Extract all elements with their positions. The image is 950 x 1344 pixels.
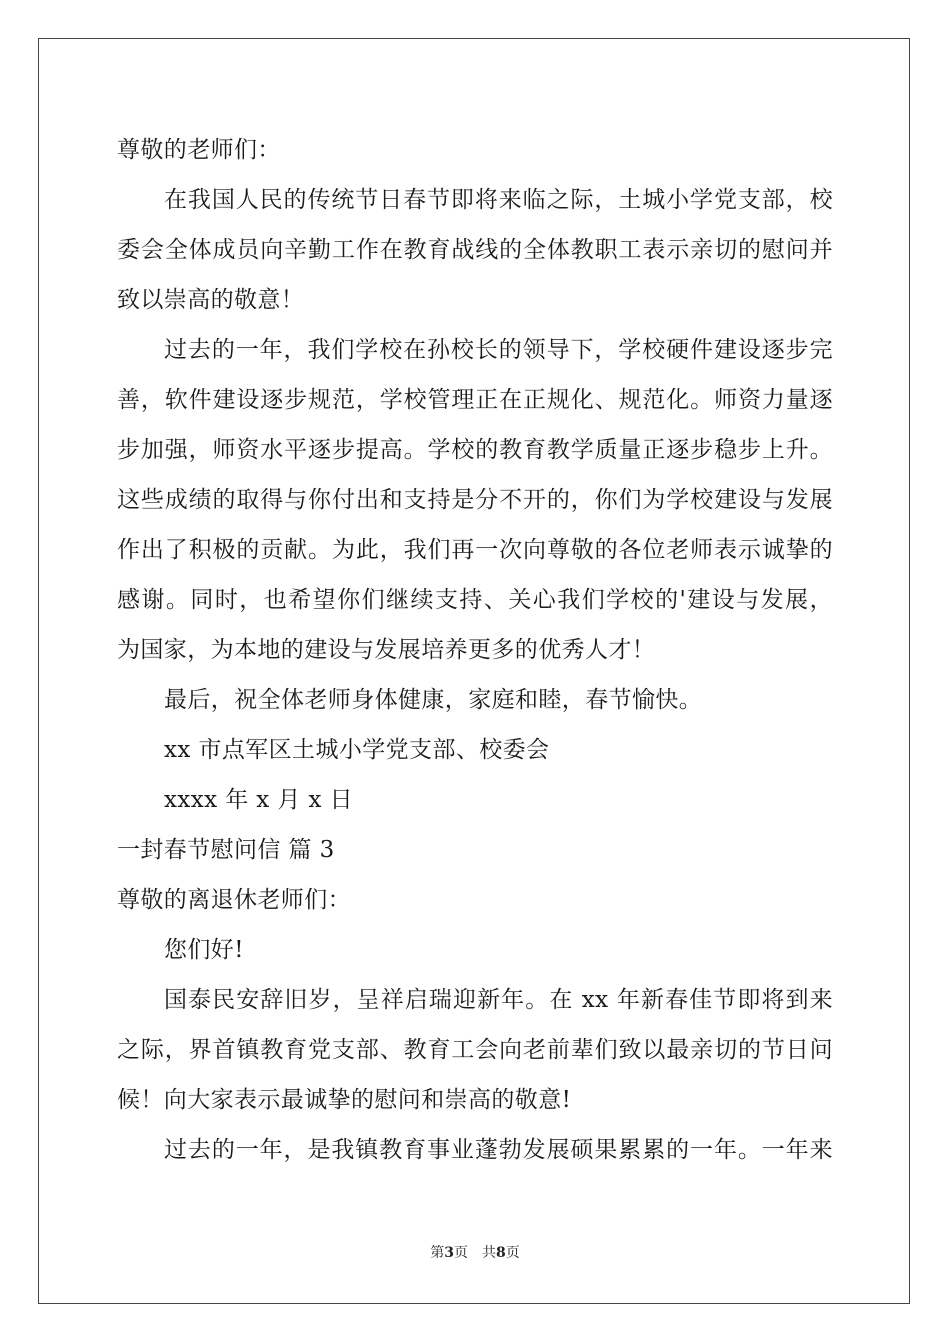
paragraph-line: 善，软件建设逐步规范，学校管理正在正规化、规范化。师资力量逐 [117, 387, 833, 413]
section-heading: 一封春节慰问信 篇 3 [117, 837, 335, 863]
paragraph-line: 在我国人民的传统节日春节即将来临之际，土城小学党支部，校 [164, 187, 833, 213]
total-page-number: 8 [496, 1245, 506, 1261]
paragraph-line: 为国家，为本地的建设与发展培养更多的优秀人才！ [117, 637, 656, 663]
signature: xx 市点军区土城小学党支部、校委会 [164, 737, 550, 763]
page-footer [0, 1244, 950, 1262]
closing-wish: 最后，祝全体老师身体健康，家庭和睦，春节愉快。 [164, 687, 703, 713]
current-page-number: 3 [444, 1245, 454, 1261]
paragraph-line: 过去的一年，我们学校在孙校长的领导下，学校硬件建设逐步完 [164, 337, 833, 363]
total-prefix: 共 [482, 1245, 496, 1261]
page-prefix: 第 [430, 1245, 445, 1261]
date-line: xxxx 年 x 月 x 日 [164, 787, 353, 813]
paragraph-line: 委会全体成员向辛勤工作在教育战线的全体教职工表示亲切的慰问并 [117, 237, 833, 263]
total-suffix: 页 [505, 1245, 520, 1261]
paragraph-line: 之际，界首镇教育党支部、教育工会向老前辈们致以最亲切的节日问 [117, 1037, 833, 1063]
salutation: 尊敬的离退休老师们： [117, 887, 351, 913]
paragraph-line: 过去的一年，是我镇教育事业蓬勃发展硕果累累的一年。一年来 [164, 1137, 833, 1163]
paragraph-line: 国泰民安辞旧岁，呈祥启瑞迎新年。在 xx 年新春佳节即将到来 [164, 987, 833, 1013]
paragraph-line: 致以崇高的敬意！ [117, 287, 305, 313]
paragraph-line: 候！向大家表示最诚挚的慰问和崇高的敬意! [117, 1087, 572, 1113]
paragraph-line: 感谢。同时，也希望你们继续支持、关心我们学校的'建设与发展， [117, 587, 833, 613]
paragraph-line: 作出了积极的贡献。为此，我们再一次向尊敬的各位老师表示诚挚的 [117, 537, 833, 563]
page-suffix: 页 [454, 1245, 468, 1261]
salutation: 尊敬的老师们： [117, 137, 281, 163]
greeting: 您们好! [164, 937, 244, 963]
paragraph-line: 这些成绩的取得与你付出和支持是分不开的，你们为学校建设与发展 [117, 487, 833, 513]
paragraph-line: 步加强，师资水平逐步提高。学校的教育教学质量正逐步稳步上升。 [117, 437, 833, 463]
